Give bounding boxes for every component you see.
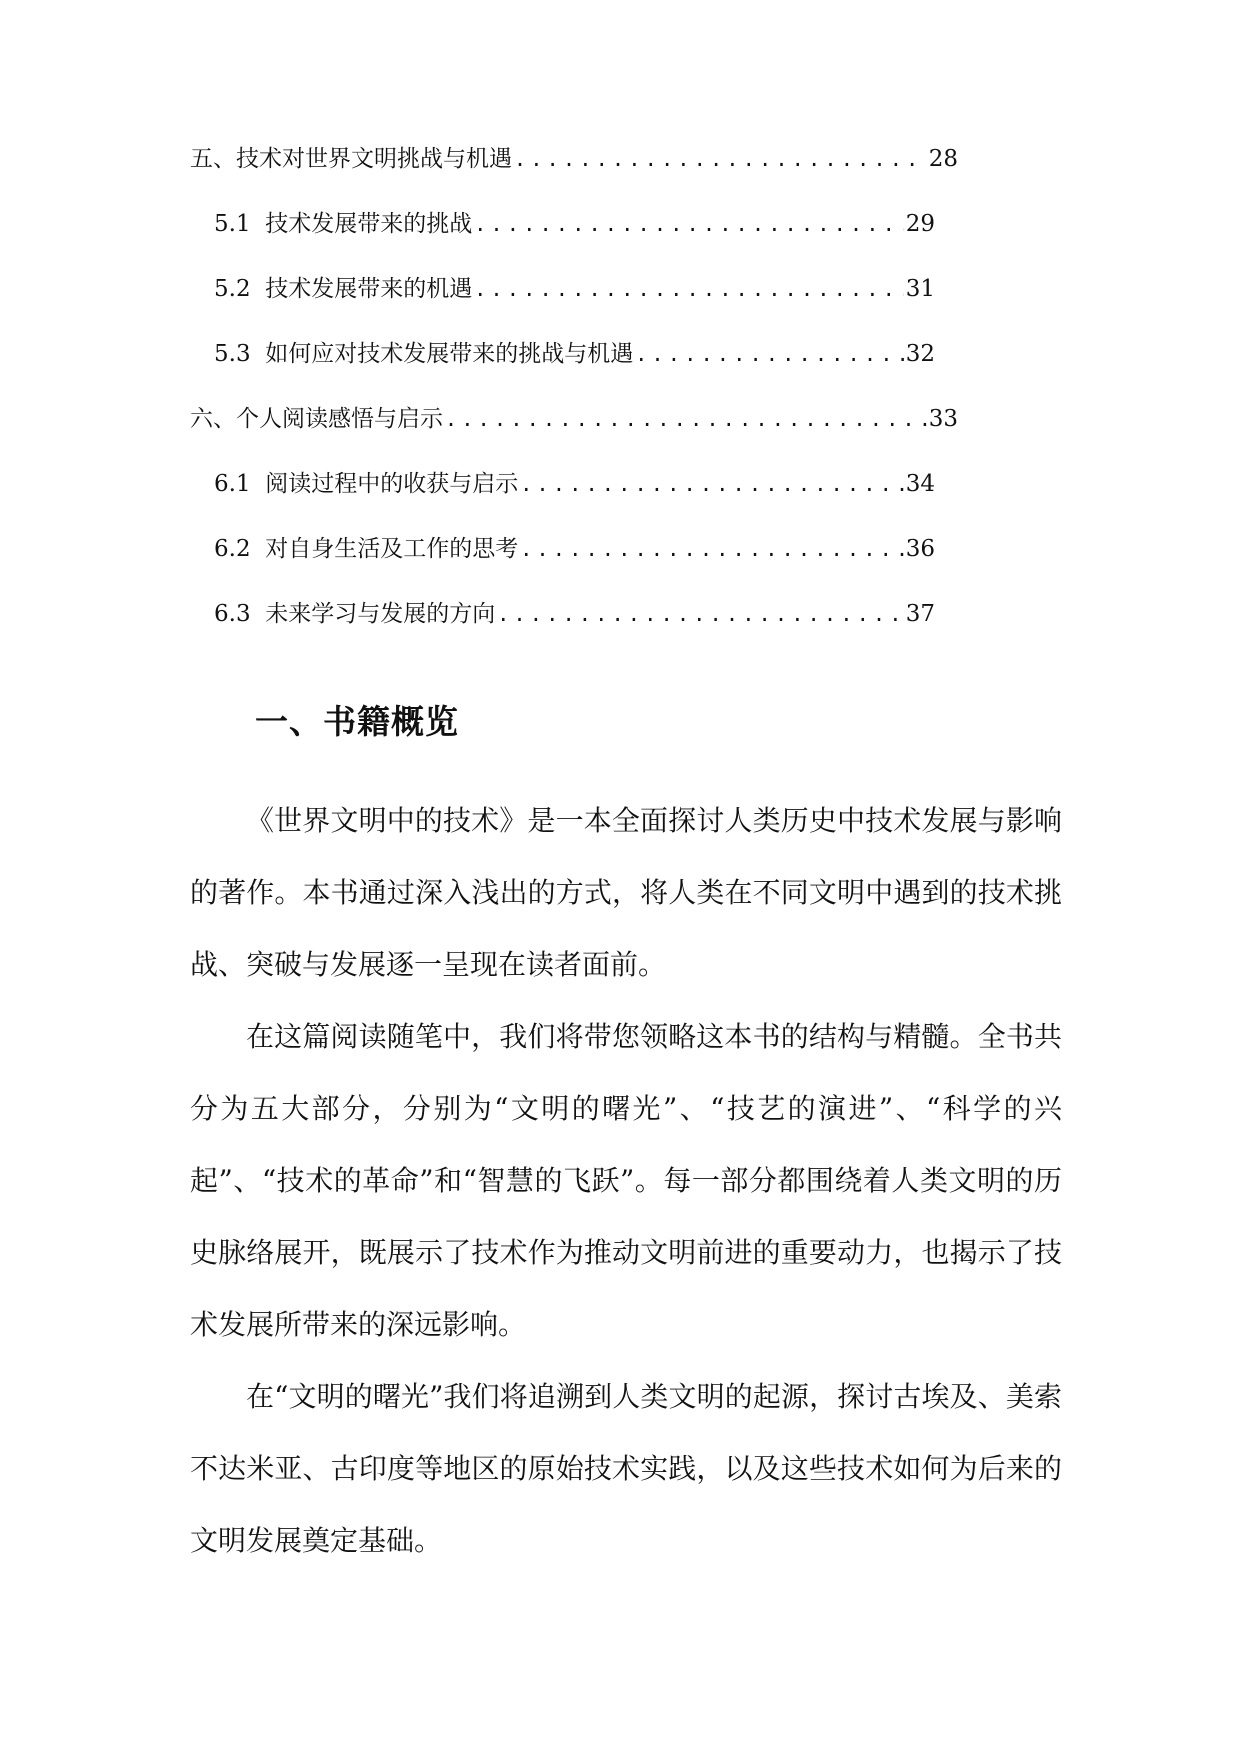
toc-dot-leader bbox=[635, 339, 904, 369]
toc-entry[interactable] bbox=[190, 404, 958, 469]
toc-dot-leader bbox=[520, 534, 904, 564]
toc-dot-leader bbox=[520, 469, 904, 499]
toc-entry[interactable] bbox=[190, 144, 958, 209]
toc-entry-page: 32 bbox=[905, 341, 935, 367]
table-of-contents bbox=[190, 144, 960, 664]
toc-entry-title: 个人阅读感悟与启示 bbox=[236, 406, 443, 432]
toc-entry-title: 技术对世界文明挑战与机遇 bbox=[236, 146, 512, 172]
toc-entry-title: 技术发展带来的机遇 bbox=[265, 276, 473, 302]
toc-entry-page: 37 bbox=[905, 601, 935, 627]
toc-entry-number: 5.1 bbox=[214, 211, 266, 237]
body-paragraph: 在“文明的曙光”我们将追溯到人类文明的起源，探讨古埃及、美索不达米亚、古印度等地区的原始技术实践，以及这些技术如何为后来的文明发展奠定基础。 bbox=[190, 1380, 1062, 1557]
toc-entry[interactable] bbox=[190, 274, 935, 339]
toc-entry-page: 36 bbox=[905, 536, 935, 562]
toc-entry-number: 5.3 bbox=[214, 341, 266, 367]
toc-entry[interactable] bbox=[190, 534, 935, 599]
toc-entry-number: 6.2 bbox=[214, 536, 266, 562]
toc-entry-number: 六、 bbox=[190, 406, 236, 432]
toc-dot-leader bbox=[474, 274, 904, 304]
toc-entry[interactable] bbox=[190, 599, 935, 664]
toc-entry[interactable] bbox=[190, 209, 935, 274]
toc-entry-number: 5.2 bbox=[214, 276, 266, 302]
toc-entry-title: 未来学习与发展的方向 bbox=[265, 601, 496, 627]
toc-entry-page: 34 bbox=[905, 471, 935, 497]
toc-entry[interactable] bbox=[190, 339, 935, 404]
toc-entry-page: 28 bbox=[928, 146, 958, 172]
toc-entry-number: 五、 bbox=[190, 146, 236, 172]
toc-entry[interactable] bbox=[190, 469, 935, 534]
toc-dot-leader bbox=[514, 144, 927, 174]
toc-entry-number: 6.3 bbox=[214, 601, 266, 627]
toc-entry-title: 如何应对技术发展带来的挑战与机遇 bbox=[265, 341, 634, 367]
toc-dot-leader bbox=[474, 209, 904, 239]
toc-entry-page: 33 bbox=[928, 406, 958, 432]
toc-entry-title: 阅读过程中的收获与启示 bbox=[265, 471, 519, 497]
toc-entry-number: 6.1 bbox=[214, 471, 266, 497]
body-paragraph: 在这篇阅读随笔中，我们将带您领略这本书的结构与精髓。全书共分为五大部分，分别为“文明的曙光”、“技艺的演进”、“科学的兴起”、“技术的革命”和“智慧的飞跃”。每一部分都围绕着人类文明的历史脉络展开，既展示了技术作为推动文明前进的重要动力，也揭示了技术发展所带来的深远影响。 bbox=[190, 1020, 1062, 1341]
body-paragraph: 《世界文明中的技术》是一本全面探讨人类历史中技术发展与影响的著作。本书通过深入浅出的方式，将人类在不同文明中遇到的技术挑战、突破与发展逐一呈现在读者面前。 bbox=[190, 804, 1062, 981]
toc-entry-title: 技术发展带来的挑战 bbox=[265, 211, 473, 237]
section-heading: 一、书籍概览 bbox=[255, 702, 459, 741]
section-body bbox=[190, 785, 1062, 1577]
toc-dot-leader bbox=[497, 599, 904, 629]
toc-entry-page: 31 bbox=[905, 276, 935, 302]
toc-dot-leader bbox=[445, 404, 927, 434]
toc-entry-title: 对自身生活及工作的思考 bbox=[265, 536, 519, 562]
toc-entry-page: 29 bbox=[905, 211, 935, 237]
